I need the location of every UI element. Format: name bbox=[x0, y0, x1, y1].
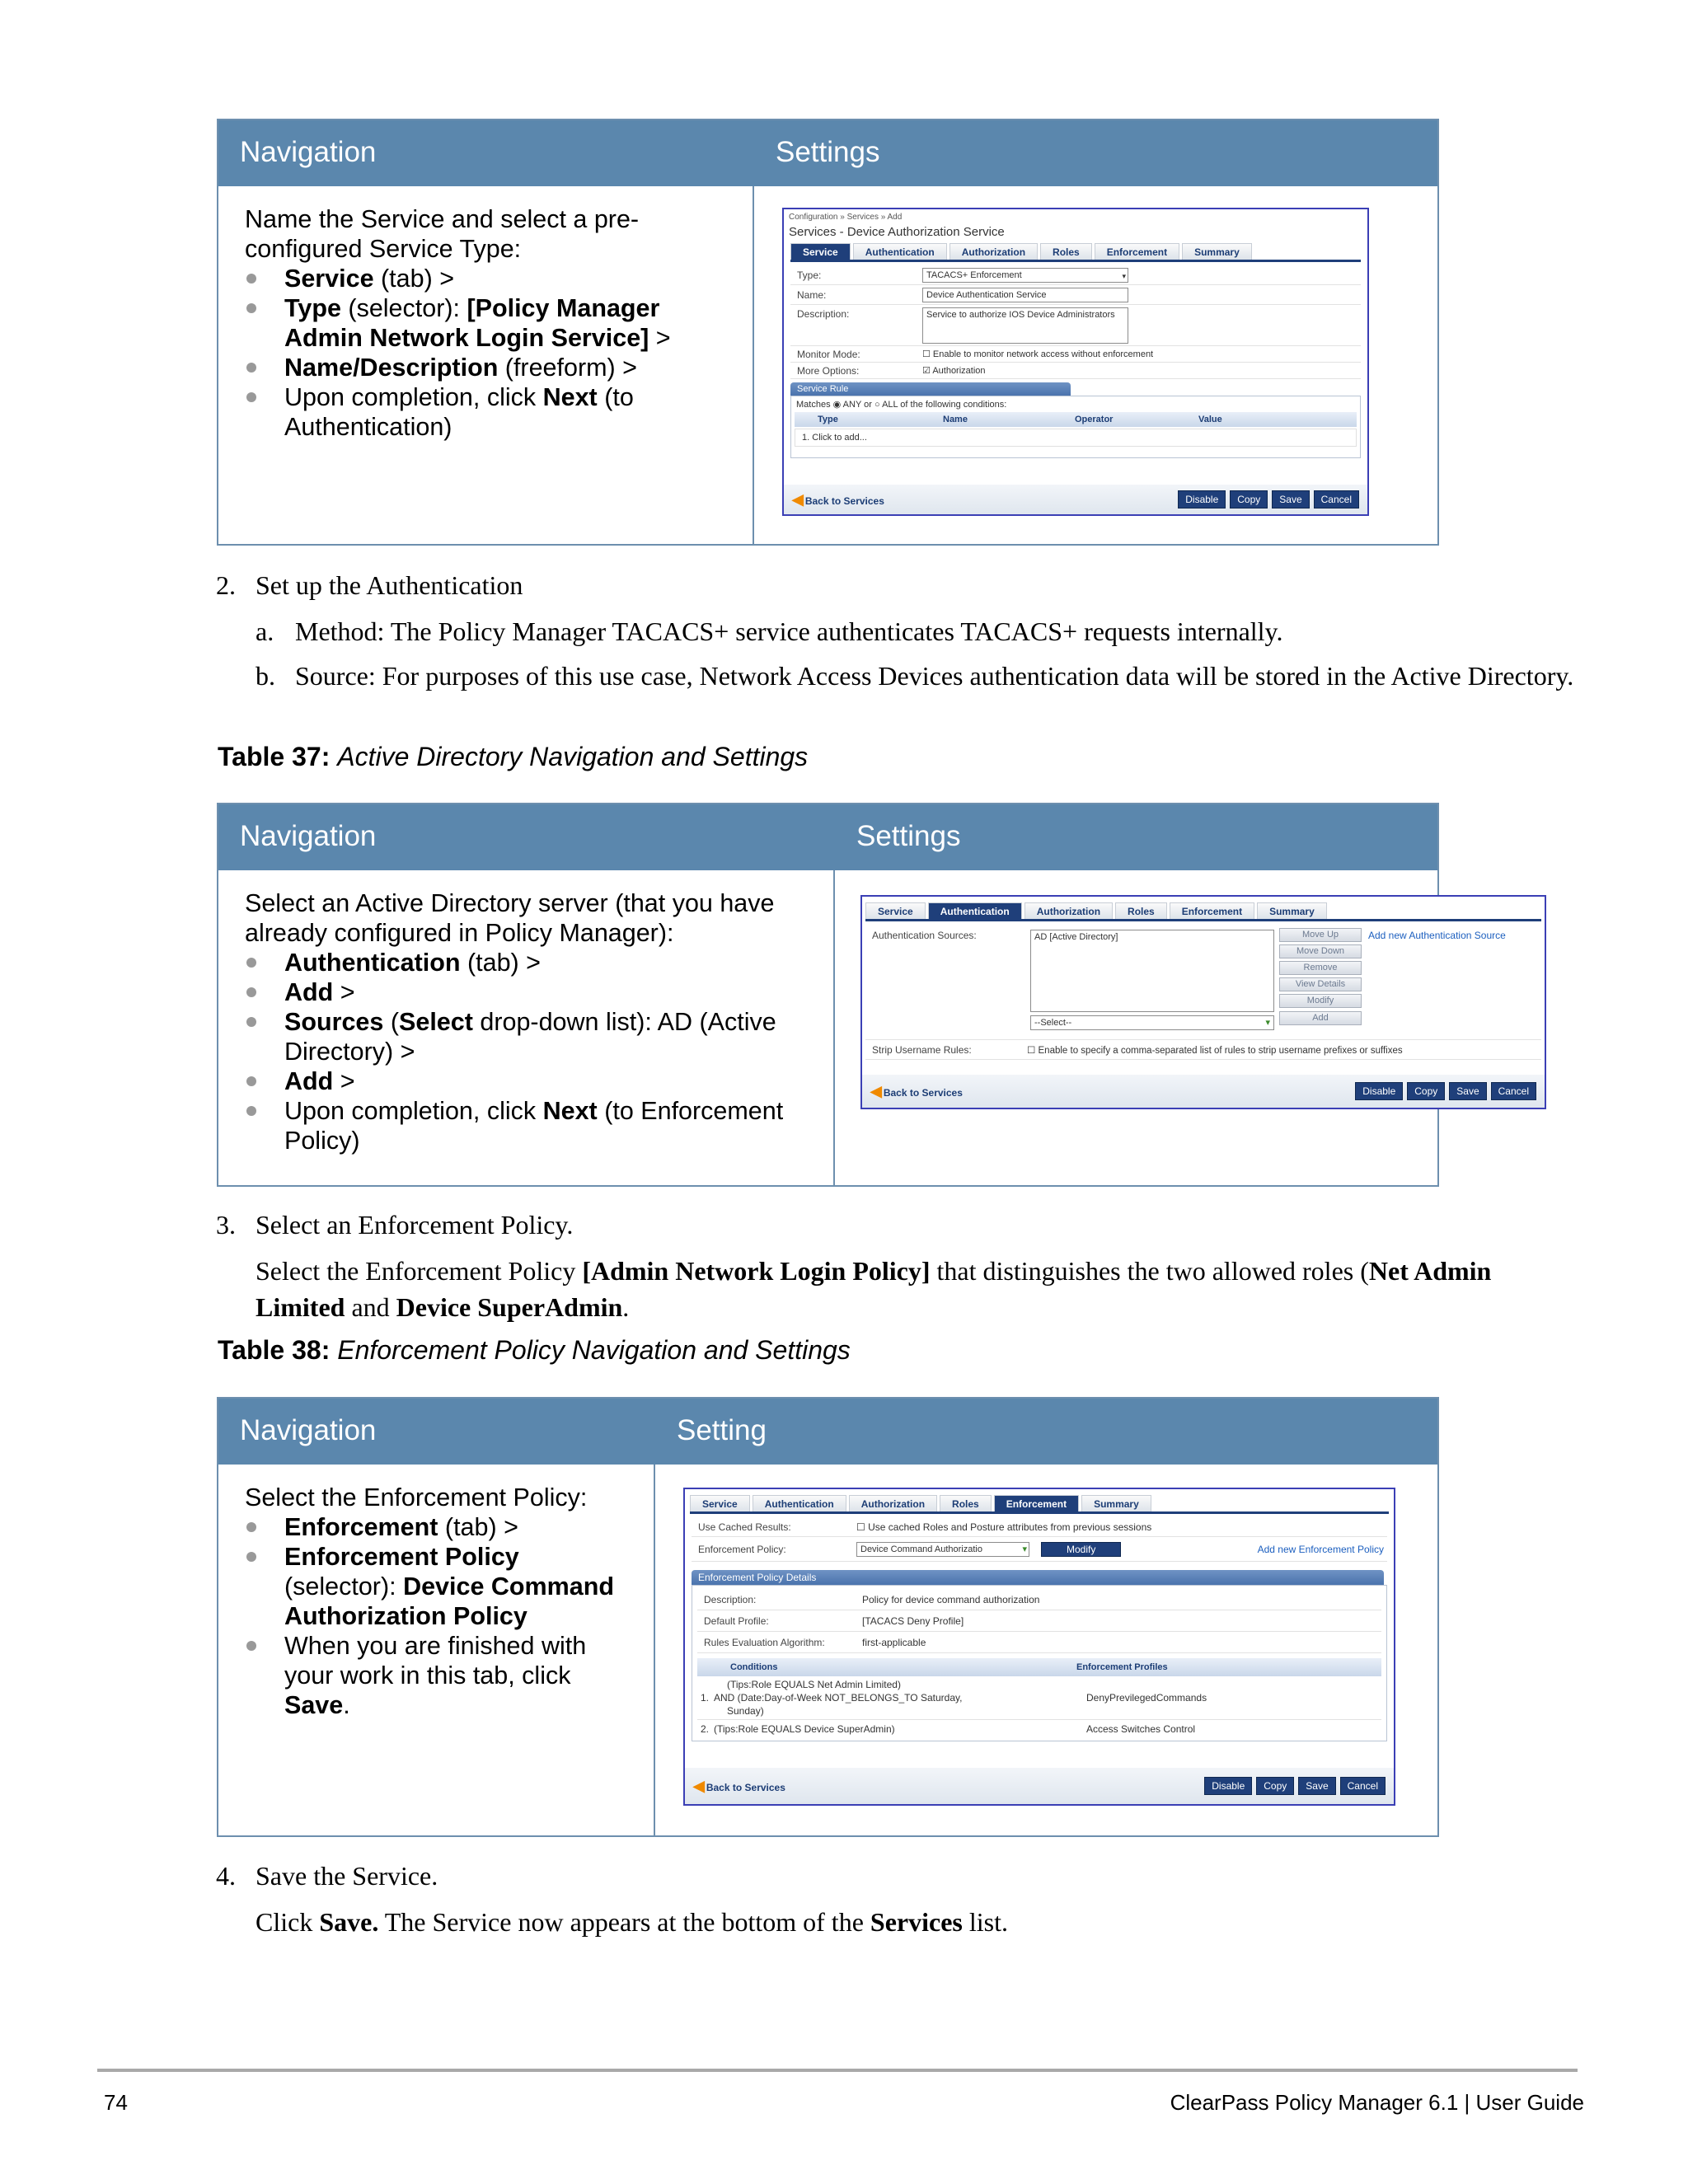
tab-bar bbox=[690, 1496, 1389, 1514]
list-item[interactable]: AD [Active Directory] bbox=[1034, 932, 1118, 942]
navigation-cell bbox=[218, 186, 754, 544]
tab-authentication[interactable]: Authentication bbox=[753, 1495, 846, 1511]
cached-results-label: Use Cached Results: bbox=[698, 1521, 791, 1533]
save-button[interactable]: Save bbox=[1298, 1777, 1335, 1795]
tab-authorization[interactable]: Authorization bbox=[1025, 902, 1113, 919]
back-to-services-link[interactable]: ◀ Back to Services bbox=[792, 490, 884, 508]
service-screenshot bbox=[782, 208, 1369, 516]
source-select[interactable]: --Select-- ▾ bbox=[1030, 1015, 1274, 1030]
col-value: Value bbox=[1198, 415, 1222, 424]
strip-username-checkbox[interactable]: ☐ Enable to specify a comma-separated list of rules to strip username prefixes or suffixes bbox=[1027, 1045, 1403, 1056]
save-button[interactable]: Save bbox=[1272, 490, 1309, 509]
tab-service[interactable]: Service bbox=[690, 1495, 750, 1511]
tab-authorization[interactable]: Authorization bbox=[849, 1495, 937, 1511]
list-item: Upon completion, click Next (to Enforcement Policy) bbox=[245, 1096, 807, 1155]
back-arrow-icon: ◀ bbox=[792, 490, 804, 508]
tab-roles[interactable]: Roles bbox=[940, 1495, 992, 1511]
cancel-button[interactable]: Cancel bbox=[1314, 490, 1359, 509]
tab-bar bbox=[790, 244, 1361, 262]
strip-username-label: Strip Username Rules: bbox=[872, 1043, 972, 1056]
disable-button[interactable]: Disable bbox=[1204, 1777, 1252, 1795]
intro-text: Select an Active Directory server (that you have already configured in Policy Manager): bbox=[245, 889, 775, 947]
tab-summary[interactable]: Summary bbox=[1081, 1495, 1151, 1511]
intro-text: Select the Enforcement Policy: bbox=[245, 1483, 588, 1511]
rule-condition: (Tips:Role EQUALS Net Admin Limited) AND (Date:Day-of-Week NOT_BELONGS_TO Saturday, Sunday) bbox=[714, 1679, 963, 1717]
default-profile-value: [TACACS Deny Profile] bbox=[862, 1615, 964, 1627]
description-field[interactable]: Service to authorize IOS Device Administrators bbox=[922, 307, 1128, 344]
rule-number: 1. bbox=[701, 1692, 710, 1704]
enforcement-policy-details bbox=[692, 1570, 1387, 1741]
click-to-add[interactable]: Click to add... bbox=[812, 433, 867, 443]
list-item: Enforcement Policy (selector): Device Command Authorization Policy bbox=[245, 1542, 627, 1631]
tab-summary[interactable]: Summary bbox=[1257, 902, 1327, 919]
header-navigation: Navigation bbox=[240, 820, 377, 852]
enforcement-screenshot bbox=[683, 1488, 1395, 1806]
name-label: Name: bbox=[797, 288, 827, 301]
list-item: Service (tab) > bbox=[245, 264, 726, 293]
page-number: 74 bbox=[104, 2090, 128, 2115]
button-bar bbox=[862, 1075, 1545, 1108]
list-item: Add > bbox=[245, 1066, 807, 1096]
back-to-services-link[interactable]: ◀ Back to Services bbox=[870, 1082, 963, 1099]
header-settings: Settings bbox=[856, 820, 961, 852]
add-button[interactable]: Add bbox=[1279, 1011, 1362, 1025]
copy-button[interactable]: Copy bbox=[1230, 490, 1268, 509]
settings-cell bbox=[754, 186, 1437, 544]
table-header bbox=[218, 804, 1437, 870]
remove-button[interactable]: Remove bbox=[1279, 961, 1362, 975]
step-2b-letter: b. bbox=[256, 661, 275, 691]
add-new-auth-source-link[interactable]: Add new Authentication Source bbox=[1368, 930, 1506, 941]
steps-list bbox=[245, 1512, 627, 1720]
intro-text: Name the Service and select a pre-configured Service Type: bbox=[245, 205, 640, 263]
table-row bbox=[697, 1676, 1381, 1720]
enforcement-policy-label: Enforcement Policy: bbox=[698, 1543, 786, 1555]
save-button[interactable]: Save bbox=[1449, 1082, 1486, 1100]
tab-authentication[interactable]: Authentication bbox=[853, 243, 947, 260]
page-title: Services - Device Authorization Service bbox=[789, 225, 1005, 239]
tab-bar bbox=[865, 903, 1541, 921]
cached-results-row bbox=[692, 1517, 1387, 1537]
description-label: Description: bbox=[797, 308, 850, 320]
default-profile-label: Default Profile: bbox=[704, 1615, 769, 1627]
details-header: Enforcement Policy Details bbox=[692, 1570, 1384, 1585]
step-4-paragraph: Click Save. The Service now appears at the bottom of the Services list. bbox=[256, 1907, 1008, 1937]
name-row bbox=[790, 285, 1361, 305]
steps-list bbox=[245, 264, 726, 442]
list-item: Upon completion, click Next (to Authentication) bbox=[245, 382, 726, 442]
service-rule-section bbox=[790, 382, 1361, 458]
step-4-number: 4. bbox=[216, 1861, 236, 1891]
rule-number: 2. bbox=[701, 1723, 710, 1735]
col-name: Name bbox=[943, 415, 968, 424]
service-rule-header: Service Rule bbox=[790, 382, 1071, 396]
rules-grid-header bbox=[697, 1658, 1381, 1676]
copy-button[interactable]: Copy bbox=[1256, 1777, 1294, 1795]
step-2-text: Set up the Authentication bbox=[256, 570, 523, 600]
list-item: Enforcement (tab) > bbox=[245, 1512, 627, 1542]
navigation-cell bbox=[218, 870, 835, 1185]
tab-service[interactable]: Service bbox=[790, 243, 851, 260]
back-arrow-icon: ◀ bbox=[693, 1777, 705, 1794]
copy-button[interactable]: Copy bbox=[1407, 1082, 1445, 1100]
auth-sources-list[interactable] bbox=[1030, 930, 1274, 1012]
step-3-text: Select an Enforcement Policy. bbox=[256, 1210, 574, 1240]
rule-condition: (Tips:Role EQUALS Device SuperAdmin) bbox=[714, 1723, 895, 1735]
conditions-header: Conditions bbox=[730, 1662, 778, 1672]
table-38-caption: Table 38: Enforcement Policy Navigation and Settings bbox=[218, 1335, 851, 1365]
profiles-header: Enforcement Profiles bbox=[1076, 1662, 1168, 1672]
col-type: Type bbox=[818, 415, 838, 424]
table-row bbox=[697, 1720, 1381, 1738]
monitor-row bbox=[790, 346, 1361, 363]
algorithm-value: first-applicable bbox=[862, 1636, 926, 1648]
tab-roles[interactable]: Roles bbox=[1115, 902, 1167, 919]
list-item: When you are finished with your work in this tab, click Save. bbox=[245, 1631, 627, 1720]
table-37-caption: Table 37: Active Directory Navigation and Settings bbox=[218, 742, 809, 771]
auth-sources-label: Authentication Sources: bbox=[872, 930, 977, 941]
enforcement-policy-select[interactable]: Device Command Authorizatio ▾ bbox=[856, 1542, 1029, 1557]
cancel-button[interactable]: Cancel bbox=[1340, 1777, 1386, 1795]
rule-profile: Access Switches Control bbox=[1086, 1723, 1196, 1735]
description-value: Policy for device command authorization bbox=[862, 1593, 1040, 1605]
name-field[interactable]: Device Authentication Service bbox=[922, 288, 1128, 302]
type-select[interactable]: TACACS+ Enforcement ▾ bbox=[922, 268, 1128, 283]
step-3-paragraph: Select the Enforcement Policy [Admin Network Login Policy] that distinguishes the two allowed roles (Net Admin Limited and Device SuperAdmin. bbox=[256, 1256, 1492, 1322]
disable-button[interactable]: Disable bbox=[1178, 490, 1226, 509]
modify-button[interactable]: Modify bbox=[1279, 994, 1362, 1008]
auth-sources-row bbox=[865, 925, 1541, 1040]
authorization-checkbox[interactable]: ☑ Authorization bbox=[922, 366, 986, 376]
algorithm-label: Rules Evaluation Algorithm: bbox=[704, 1636, 825, 1648]
view-details-button[interactable]: View Details bbox=[1279, 977, 1362, 991]
header-setting: Setting bbox=[677, 1414, 767, 1446]
tab-enforcement[interactable]: Enforcement bbox=[1170, 902, 1254, 919]
footer-divider bbox=[97, 2069, 1578, 2072]
tab-authentication[interactable]: Authentication bbox=[928, 902, 1022, 919]
list-item: Authentication (tab) > bbox=[245, 948, 807, 977]
list-controls bbox=[1279, 928, 1362, 1028]
list-item: Add > bbox=[245, 977, 807, 1007]
description-label: Description: bbox=[704, 1593, 757, 1605]
steps-list bbox=[245, 948, 807, 1155]
type-row bbox=[790, 265, 1361, 285]
monitor-label: Monitor Mode: bbox=[797, 348, 860, 360]
list-item: Name/Description (freeform) > bbox=[245, 353, 726, 382]
tab-enforcement[interactable]: Enforcement bbox=[1095, 243, 1179, 260]
breadcrumb: Configuration » Services » Add bbox=[789, 213, 903, 222]
button-bar bbox=[784, 485, 1367, 514]
rule-profile: DenyPrevilegedCommands bbox=[1086, 1692, 1207, 1704]
back-to-services-link[interactable]: ◀ Back to Services bbox=[693, 1777, 785, 1794]
modify-button[interactable]: Modify bbox=[1041, 1542, 1121, 1557]
col-operator: Operator bbox=[1075, 415, 1114, 424]
more-options-row bbox=[790, 363, 1361, 379]
list-item: Type (selector): [Policy Manager Admin Network Login Service] > bbox=[245, 293, 726, 353]
step-2a-text: Method: The Policy Manager TACACS+ service authenticates TACACS+ requests internally. bbox=[295, 616, 1283, 646]
step-2a-letter: a. bbox=[256, 616, 274, 646]
header-navigation: Navigation bbox=[240, 1414, 377, 1446]
type-label: Type: bbox=[797, 269, 822, 281]
strip-username-row bbox=[865, 1040, 1541, 1060]
step-4-text: Save the Service. bbox=[256, 1861, 438, 1891]
algorithm-row bbox=[697, 1632, 1381, 1653]
add-new-enforcement-policy-link[interactable]: Add new Enforcement Policy bbox=[1257, 1543, 1384, 1555]
tab-roles[interactable]: Roles bbox=[1040, 243, 1092, 260]
enforcement-policy-row bbox=[692, 1537, 1387, 1562]
table-service-settings bbox=[217, 119, 1439, 546]
authentication-screenshot bbox=[860, 895, 1546, 1109]
disable-button[interactable]: Disable bbox=[1355, 1082, 1403, 1100]
rule-row[interactable]: 1. Click to add... bbox=[795, 429, 1357, 447]
chevron-down-icon: ▾ bbox=[1265, 1018, 1270, 1028]
list-item: Sources (Select drop-down list): AD (Active Directory) > bbox=[245, 1007, 807, 1066]
more-options-label: More Options: bbox=[797, 364, 860, 377]
footer-title: ClearPass Policy Manager 6.1 | User Guide bbox=[1170, 2090, 1584, 2115]
step-2-number: 2. bbox=[216, 570, 236, 600]
settings-cell bbox=[655, 1465, 1437, 1835]
default-profile-row bbox=[697, 1610, 1381, 1632]
tab-enforcement[interactable]: Enforcement bbox=[994, 1495, 1079, 1511]
description-row bbox=[790, 305, 1361, 346]
table-enforcement-policy bbox=[217, 1397, 1439, 1837]
rule-grid-header bbox=[795, 412, 1357, 427]
step-3-number: 3. bbox=[216, 1210, 236, 1240]
monitor-checkbox[interactable]: ☐ Enable to monitor network access without enforcement bbox=[922, 349, 1154, 359]
navigation-cell bbox=[218, 1465, 655, 1835]
move-down-button[interactable]: Move Down bbox=[1279, 944, 1362, 958]
description-row bbox=[697, 1589, 1381, 1610]
step-2b-text: Source: For purposes of this use case, Network Access Devices authentication data will be stored in the Active Directory. bbox=[295, 661, 1574, 691]
button-bar bbox=[685, 1768, 1394, 1804]
table-header bbox=[218, 1399, 1437, 1465]
match-options[interactable]: Matches ◉ ANY or ○ ALL of the following conditions: bbox=[796, 400, 1007, 410]
header-navigation: Navigation bbox=[240, 136, 377, 168]
tab-authorization[interactable]: Authorization bbox=[950, 243, 1038, 260]
tab-service[interactable]: Service bbox=[865, 902, 926, 919]
back-arrow-icon: ◀ bbox=[870, 1082, 882, 1099]
cached-results-checkbox[interactable]: ☐ Use cached Roles and Posture attributes from previous sessions bbox=[856, 1521, 1152, 1533]
header-settings: Settings bbox=[776, 136, 880, 168]
chevron-down-icon: ▾ bbox=[1022, 1544, 1027, 1554]
chevron-down-icon: ▾ bbox=[1122, 271, 1126, 280]
tab-summary[interactable]: Summary bbox=[1182, 243, 1252, 260]
table-header bbox=[218, 120, 1437, 186]
cancel-button[interactable]: Cancel bbox=[1491, 1082, 1536, 1100]
move-up-button[interactable]: Move Up bbox=[1279, 928, 1362, 942]
